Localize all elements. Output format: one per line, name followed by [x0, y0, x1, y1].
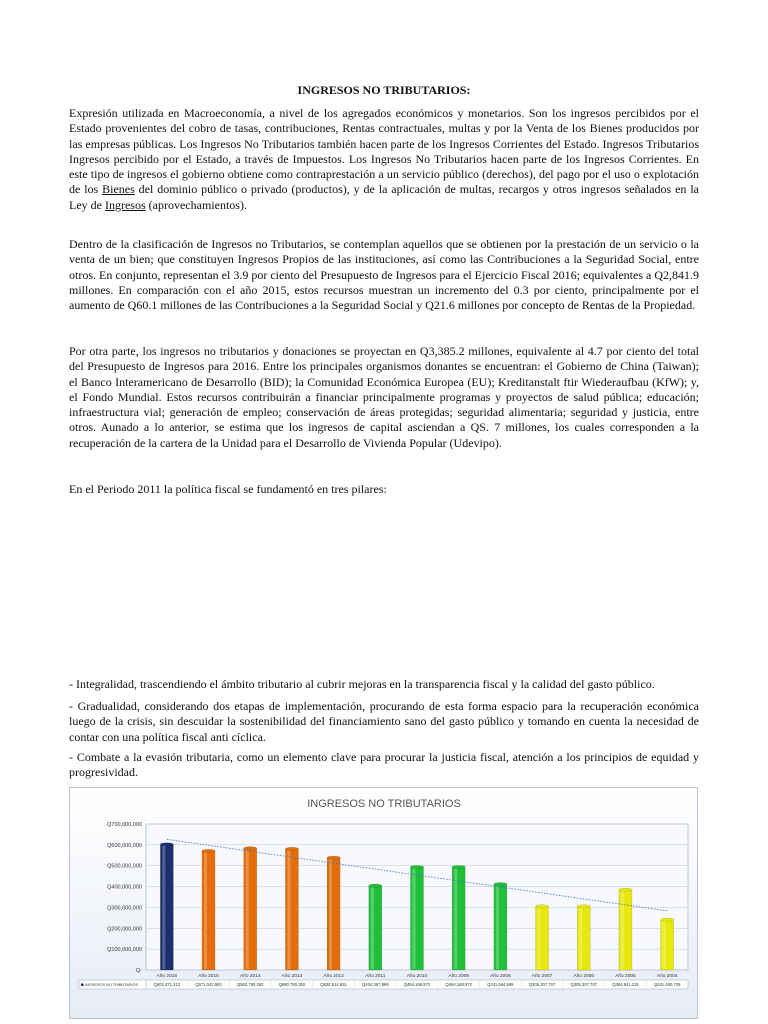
x-tick-label: Año 2006 — [573, 974, 595, 979]
bar — [619, 890, 632, 970]
data-table-value: Q580,780,392 — [278, 982, 306, 987]
bar-top — [619, 888, 632, 891]
legend-key — [81, 984, 84, 987]
data-table-value: Q404,367,899 — [362, 982, 389, 987]
x-tick-label: Año 2013 — [281, 974, 303, 979]
bullet-integralidad: - Integralidad, trascendiendo el ámbito tributario al cubrir mejoras en la transparencia fiscal y la calidad del gasto público. — [69, 677, 655, 691]
data-table-value: Q494,168,972 — [445, 982, 472, 987]
data-table-value: Q384,941,215 — [612, 982, 639, 987]
data-table-value: Q602,471,212 — [153, 982, 181, 987]
x-tick-label: Año 2008 — [490, 974, 511, 979]
paragraph-text: del dominio público o privado (productos), y de la aplicación de multas, recargos y otros ingresos señalados en la Ley de — [69, 182, 699, 212]
ingresos-link[interactable]: Ingresos — [104, 197, 146, 212]
bar — [160, 844, 173, 970]
bar-top — [369, 884, 382, 887]
bar-top — [327, 856, 340, 859]
ingresos-chart — [69, 787, 698, 1019]
bar-top — [536, 905, 549, 908]
bar — [327, 858, 340, 970]
x-tick-label: Año 2007 — [531, 974, 553, 979]
x-tick-label: Año 2009 — [448, 974, 469, 979]
x-tick-label: Año 2012 — [323, 974, 344, 979]
bar-top — [160, 843, 173, 846]
data-table-value: Q305,307,707 — [528, 982, 556, 987]
paragraph-clasificacion: Dentro de la clasificación de Ingresos no Tributarios, se contemplan aquellos que se obtienen por la prestación de un servicio o la venta de un bien; que constituyen Ingresos Propios de las instituciones, así como las Contribuciones a la Seguridad Social, entre otros. En conjunto, representan el 3.9 por ciento del Presupuesto de Ingresos para el Ejercicio Fiscal 2016; equivalentes a Q2,841.9 millones. En comparación con el año 2015, estos recursos muestran un incremento del 0.3 por ciento, principalmente por el aumento de Q60.1 millones de las Contribuciones a la Seguridad Social y Q21.6 millones por concepto de Rentas de la Propiedad. — [69, 237, 699, 313]
data-table-value: Q411,584,599 — [487, 982, 514, 987]
bar — [411, 867, 424, 970]
x-tick-label: Año 2015 — [198, 974, 219, 979]
bar-highlight — [329, 859, 332, 969]
data-table-value: Q494,168,972 — [403, 982, 431, 987]
bullet-combate-evasion: - Combate a la evasión tributaria, como un elemento clave para procurar la justicia fiscal, atención a los principios de equidad y progresividad. — [69, 750, 699, 780]
bar-highlight — [246, 849, 249, 969]
x-tick-label: Año 2010 — [406, 974, 428, 979]
bar-highlight — [496, 885, 499, 969]
x-tick-label: Año 2016 — [156, 974, 178, 979]
bar-top — [411, 865, 424, 868]
data-table-value: Q571,042,982 — [195, 982, 222, 987]
data-table-value: Q241,480,729 — [653, 982, 681, 987]
legend-label: INGRESOS NO TRIBUTARIOS — [85, 983, 139, 987]
bar-highlight — [287, 850, 290, 969]
y-tick-label: Q700,000,000 — [107, 822, 142, 828]
bar — [661, 920, 674, 970]
y-tick-label: Q500,000,000 — [107, 863, 142, 870]
bar — [369, 886, 382, 970]
y-tick-label: Q400,000,000 — [107, 884, 142, 891]
data-table-value: Q305,307,707 — [570, 982, 598, 987]
bar-top — [577, 905, 590, 908]
x-tick-label: Año 2004 — [656, 974, 678, 979]
bar-highlight — [204, 852, 207, 969]
bullet-gradualidad: - Gradualidad, considerando dos etapas de implementación, procurando de esta forma espacio para la recuperación económica luego de la crisis, sin descuidar la sostenibilidad del financiamiento sano del gasto público y tomando en cuenta la necesidad de contar con una política fiscal anti cíclica. — [69, 699, 699, 744]
paragraph-text: (aprovechamientos). — [145, 197, 247, 212]
y-tick-label: Q300,000,000 — [107, 905, 142, 912]
bar-highlight — [579, 907, 582, 969]
paragraph-definition — [69, 106, 699, 213]
bar-highlight — [454, 868, 457, 969]
bar-top — [202, 849, 215, 852]
paragraph-donaciones: Por otra parte, los ingresos no tributarios y donaciones se proyectan en Q3,385.2 millones, equivalente al 4.7 por ciento del total del Presupuesto de Ingresos para 2016. Entre los principales organismos donantes se encuentran: el Gobierno de China (Taiwan); el Banco Interamericano de Desarrollo (BID); la Comunidad Económica Europea (EU); Kreditanstalt ftir Wiederaufbau (KfW); y, el Fondo Mundial. Estos recursos contribuirán a financiar principalmente programas y proyectos de salud pública; educación; infraestructura vial; generación de empleo; conservación de áreas protegidas; seguridad alimentaria; seguridad y justicia, entre otros. Aunado a lo anterior, se estima que los ingresos de capital asciendan a QS. 7 millones, los cuales corresponden a la recuperación de la cartera de la Unidad para el Desarrollo de Vivienda Popular (Udevipo). — [69, 344, 699, 450]
bienes-link[interactable]: Bienes — [102, 182, 135, 197]
bar — [202, 851, 215, 970]
bar — [577, 906, 590, 970]
y-tick-label: Q600,000,000 — [107, 842, 142, 849]
data-table-value: Q538,514,651 — [320, 982, 347, 987]
bar-top — [244, 847, 257, 850]
y-tick-label: Q200,000,000 — [107, 926, 142, 933]
bar-top — [452, 865, 465, 868]
paragraph-periodo-2011: En el Periodo 2011 la política fiscal se fundamentó en tres pilares: — [69, 482, 387, 496]
bar — [244, 848, 257, 970]
paragraph-text: Expresión utilizada en Macroeconomía, a nivel de los agregados económicos y monetarios. Son los ingresos percibidos por el Estado provenientes del cobro de tasas, contribuciones, Rentas contractuales, multas y por la Venta de los Bienes producidos por las empresas públicas. Los Ingresos No Tributarios también hacen parte de los Ingresos Corrientes del Estado. Ingresos Tributarios Ingresos percibido por el Estado, a través de Impuestos. Los Ingresos No Tributarios hacen parte de los Ingresos Corrientes. En este tipo de ingresos el gobierno obtiene como contraprestación a un servicio público (derechos), del pago por el uso o explotación de los — [69, 106, 699, 197]
x-tick-label: Año 2005 — [615, 974, 636, 979]
bar-highlight — [413, 868, 416, 969]
document-title: INGRESOS NO TRIBUTARIOS: — [297, 83, 471, 97]
y-tick-label: Q100,000,000 — [107, 947, 142, 954]
bar — [494, 884, 507, 970]
bar-highlight — [162, 845, 165, 969]
bar-top — [285, 847, 298, 850]
bar — [536, 906, 549, 970]
bar-highlight — [663, 921, 666, 969]
bar-highlight — [371, 887, 374, 969]
bar — [285, 849, 298, 970]
chart-title: INGRESOS NO TRIBUTARIOS — [307, 798, 461, 810]
bar — [452, 867, 465, 970]
bar-top — [661, 918, 674, 921]
data-table-value: Q583,780,392 — [236, 982, 264, 987]
y-tick-label: Q- — [135, 968, 142, 974]
bar-top — [494, 883, 507, 886]
x-tick-label: Año 2014 — [239, 974, 261, 979]
bar-highlight — [621, 891, 624, 969]
bar-highlight — [538, 907, 541, 969]
x-tick-label: Año 2011 — [365, 974, 386, 979]
